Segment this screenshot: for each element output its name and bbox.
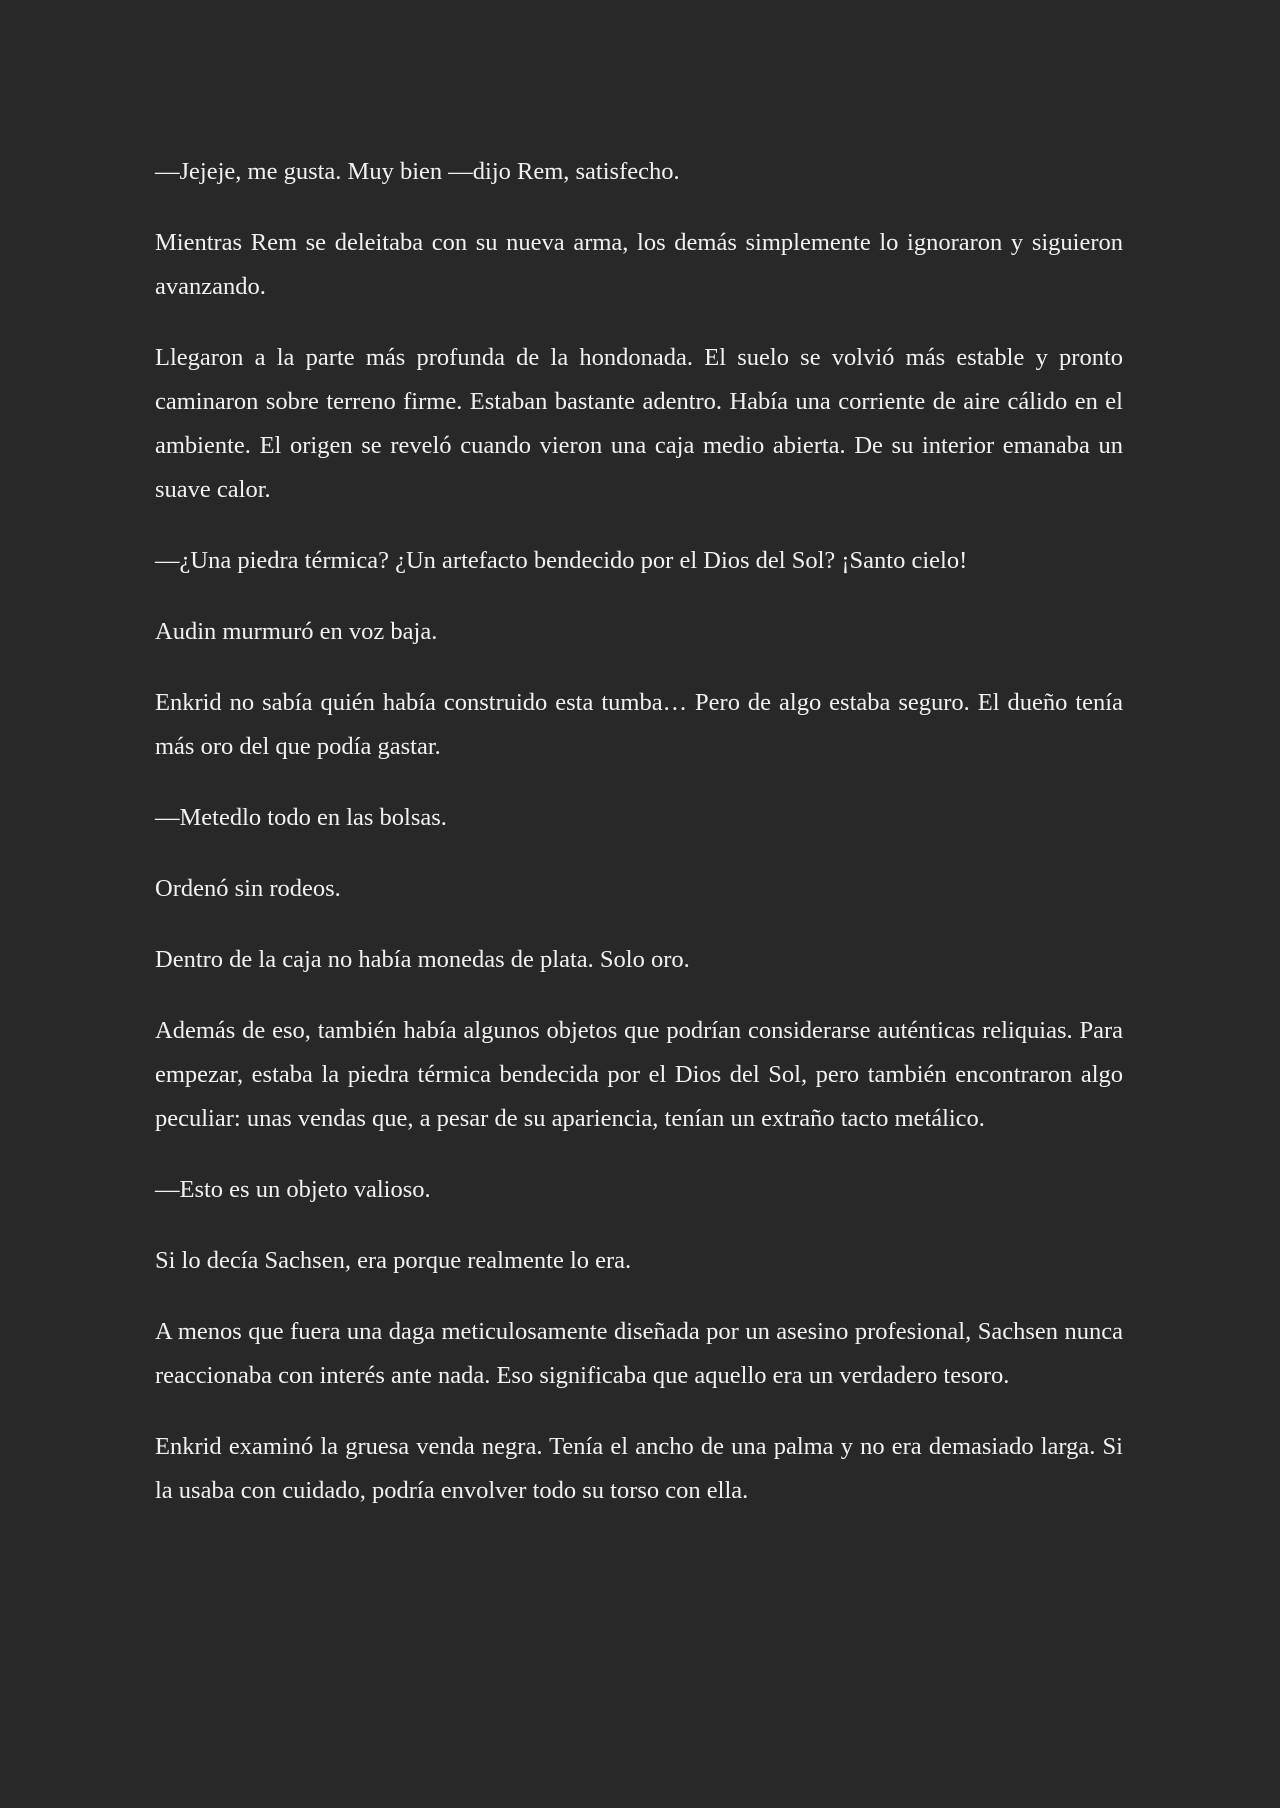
- paragraph: Llegaron a la parte más profunda de la hondonada. El suelo se volvió más estable y pronto caminaron sobre terreno firme. Estaban bastante adentro. Había una corriente de aire cálido en el ambiente. El origen se reveló cuando vieron una caja medio abierta. De su interior emanaba un suave calor.: [155, 344, 1123, 503]
- paragraph: Dentro de la caja no había monedas de plata. Solo oro.: [155, 946, 690, 973]
- paragraph: Mientras Rem se deleitaba con su nueva arma, los demás simplemente lo ignoraron y siguieron avanzando.: [155, 229, 1123, 300]
- reading-page: [155, 150, 1123, 1540]
- paragraph: A menos que fuera una daga meticulosamente diseñada por un asesino profesional, Sachsen nunca reaccionaba con interés ante nada. Eso significaba que aquello era un verdadero tesoro.: [155, 1318, 1123, 1389]
- paragraph: —Esto es un objeto valioso.: [155, 1176, 431, 1203]
- paragraph: Enkrid no sabía quién había construido esta tumba… Pero de algo estaba seguro. El dueño tenía más oro del que podía gastar.: [155, 689, 1123, 760]
- paragraph: —¿Una piedra térmica? ¿Un artefacto bendecido por el Dios del Sol? ¡Santo cielo!: [155, 547, 968, 574]
- paragraph: Si lo decía Sachsen, era porque realmente lo era.: [155, 1247, 632, 1274]
- paragraph: Además de eso, también había algunos objetos que podrían considerarse auténticas reliquias. Para empezar, estaba la piedra térmica bendecida por el Dios del Sol, pero también encontraron algo peculiar: unas vendas que, a pesar de su apariencia, tenían un extraño tacto metálico.: [155, 1017, 1123, 1132]
- paragraph: Audin murmuró en voz baja.: [155, 618, 438, 645]
- paragraph: —Metedlo todo en las bolsas.: [155, 804, 447, 831]
- paragraph: —Jejeje, me gusta. Muy bien —dijo Rem, satisfecho.: [155, 158, 680, 185]
- paragraph: Ordenó sin rodeos.: [155, 875, 341, 902]
- paragraph: Enkrid examinó la gruesa venda negra. Tenía el ancho de una palma y no era demasiado larga. Si la usaba con cuidado, podría envolver todo su torso con ella.: [155, 1433, 1123, 1504]
